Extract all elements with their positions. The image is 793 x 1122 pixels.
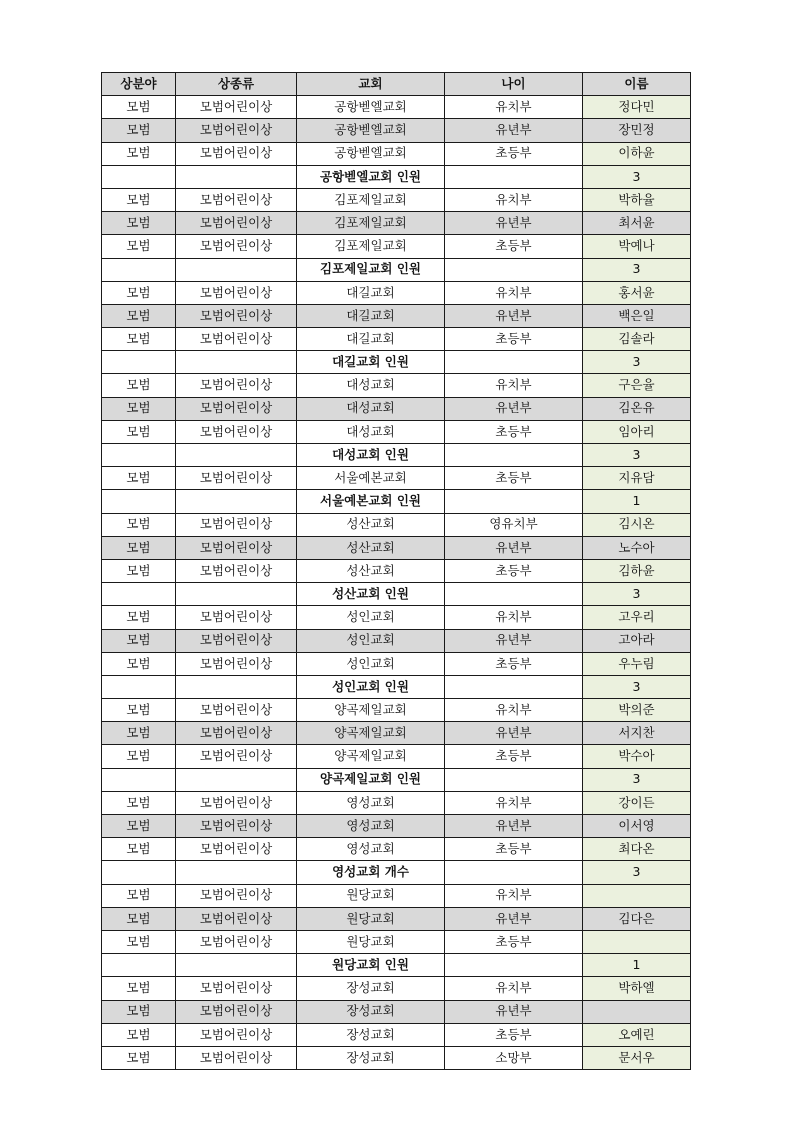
cell-award-type: 모범어린이상 bbox=[176, 652, 297, 675]
cell-name: 홍서윤 bbox=[583, 281, 691, 304]
cell-age-group: 유년부 bbox=[445, 304, 583, 327]
cell-award-type: 모범어린이상 bbox=[176, 722, 297, 745]
cell-age-group: 초등부 bbox=[445, 1023, 583, 1046]
empty-cell bbox=[102, 861, 176, 884]
subtotal-label: 양곡제일교회 인원 bbox=[297, 768, 445, 791]
empty-cell bbox=[102, 954, 176, 977]
header-name: 이름 bbox=[583, 73, 691, 96]
cell-award-category: 모범 bbox=[102, 815, 176, 838]
cell-award-category: 모범 bbox=[102, 142, 176, 165]
subtotal-row bbox=[102, 258, 691, 281]
empty-cell bbox=[176, 768, 297, 791]
table-row bbox=[102, 235, 691, 258]
cell-award-type: 모범어린이상 bbox=[176, 235, 297, 258]
cell-name: 구은율 bbox=[583, 374, 691, 397]
empty-cell bbox=[176, 954, 297, 977]
cell-name: 이하윤 bbox=[583, 142, 691, 165]
cell-church: 공항벧엘교회 bbox=[297, 119, 445, 142]
subtotal-label: 성인교회 인원 bbox=[297, 675, 445, 698]
empty-cell bbox=[445, 351, 583, 374]
cell-church: 성인교회 bbox=[297, 606, 445, 629]
cell-award-category: 모범 bbox=[102, 397, 176, 420]
empty-cell bbox=[445, 768, 583, 791]
cell-award-type: 모범어린이상 bbox=[176, 188, 297, 211]
table-row bbox=[102, 652, 691, 675]
cell-church: 장성교회 bbox=[297, 1046, 445, 1069]
cell-award-type: 모범어린이상 bbox=[176, 328, 297, 351]
award-table bbox=[101, 72, 691, 1070]
subtotal-label: 대길교회 인원 bbox=[297, 351, 445, 374]
cell-award-type: 모범어린이상 bbox=[176, 745, 297, 768]
cell-award-type: 모범어린이상 bbox=[176, 513, 297, 536]
cell-age-group: 초등부 bbox=[445, 838, 583, 861]
cell-award-type: 모범어린이상 bbox=[176, 629, 297, 652]
empty-cell bbox=[445, 675, 583, 698]
cell-age-group: 초등부 bbox=[445, 652, 583, 675]
cell-church: 영성교회 bbox=[297, 815, 445, 838]
cell-award-type: 모범어린이상 bbox=[176, 397, 297, 420]
empty-cell bbox=[102, 490, 176, 513]
empty-cell bbox=[176, 165, 297, 188]
empty-cell bbox=[445, 258, 583, 281]
table-body bbox=[102, 96, 691, 1070]
cell-age-group: 유치부 bbox=[445, 884, 583, 907]
cell-award-type: 모범어린이상 bbox=[176, 907, 297, 930]
cell-name: 김솔라 bbox=[583, 328, 691, 351]
cell-church: 대성교회 bbox=[297, 374, 445, 397]
cell-award-category: 모범 bbox=[102, 838, 176, 861]
cell-age-group: 유년부 bbox=[445, 212, 583, 235]
cell-award-type: 모범어린이상 bbox=[176, 606, 297, 629]
cell-age-group: 초등부 bbox=[445, 930, 583, 953]
subtotal-count: 3 bbox=[583, 861, 691, 884]
cell-award-type: 모범어린이상 bbox=[176, 930, 297, 953]
cell-award-category: 모범 bbox=[102, 559, 176, 582]
cell-church: 대길교회 bbox=[297, 281, 445, 304]
header-age-group: 나이 bbox=[445, 73, 583, 96]
cell-church: 원당교회 bbox=[297, 884, 445, 907]
cell-award-type: 모범어린이상 bbox=[176, 420, 297, 443]
empty-cell bbox=[176, 490, 297, 513]
table-row bbox=[102, 791, 691, 814]
cell-name: 최다온 bbox=[583, 838, 691, 861]
table-row bbox=[102, 884, 691, 907]
empty-cell bbox=[102, 675, 176, 698]
cell-award-type: 모범어린이상 bbox=[176, 699, 297, 722]
table-row bbox=[102, 606, 691, 629]
table-row bbox=[102, 119, 691, 142]
table-row bbox=[102, 722, 691, 745]
subtotal-count: 3 bbox=[583, 444, 691, 467]
cell-age-group: 유년부 bbox=[445, 397, 583, 420]
empty-cell bbox=[445, 444, 583, 467]
table-row bbox=[102, 629, 691, 652]
subtotal-row bbox=[102, 351, 691, 374]
table-row bbox=[102, 420, 691, 443]
subtotal-count: 1 bbox=[583, 954, 691, 977]
cell-name: 박하율 bbox=[583, 188, 691, 211]
subtotal-row bbox=[102, 490, 691, 513]
cell-age-group: 소망부 bbox=[445, 1046, 583, 1069]
cell-award-type: 모범어린이상 bbox=[176, 536, 297, 559]
subtotal-row bbox=[102, 444, 691, 467]
cell-church: 대길교회 bbox=[297, 304, 445, 327]
cell-award-category: 모범 bbox=[102, 304, 176, 327]
cell-award-category: 모범 bbox=[102, 745, 176, 768]
table-row bbox=[102, 281, 691, 304]
cell-church: 장성교회 bbox=[297, 1000, 445, 1023]
cell-name: 김하윤 bbox=[583, 559, 691, 582]
table-row bbox=[102, 1023, 691, 1046]
header-award-type: 상종류 bbox=[176, 73, 297, 96]
subtotal-count: 3 bbox=[583, 165, 691, 188]
cell-award-category: 모범 bbox=[102, 791, 176, 814]
cell-name bbox=[583, 1000, 691, 1023]
table-row bbox=[102, 304, 691, 327]
subtotal-row bbox=[102, 768, 691, 791]
cell-church: 영성교회 bbox=[297, 838, 445, 861]
cell-age-group: 유년부 bbox=[445, 907, 583, 930]
cell-award-type: 모범어린이상 bbox=[176, 467, 297, 490]
cell-church: 대길교회 bbox=[297, 328, 445, 351]
cell-name: 문서우 bbox=[583, 1046, 691, 1069]
table-row bbox=[102, 96, 691, 119]
table-row bbox=[102, 699, 691, 722]
cell-award-type: 모범어린이상 bbox=[176, 977, 297, 1000]
cell-name bbox=[583, 884, 691, 907]
cell-award-category: 모범 bbox=[102, 699, 176, 722]
subtotal-count: 1 bbox=[583, 490, 691, 513]
empty-cell bbox=[176, 444, 297, 467]
cell-award-category: 모범 bbox=[102, 1000, 176, 1023]
cell-name: 고아라 bbox=[583, 629, 691, 652]
subtotal-row bbox=[102, 165, 691, 188]
table-row bbox=[102, 930, 691, 953]
subtotal-label: 공항벧엘교회 인원 bbox=[297, 165, 445, 188]
cell-age-group: 유치부 bbox=[445, 606, 583, 629]
cell-name: 노수아 bbox=[583, 536, 691, 559]
table-row bbox=[102, 328, 691, 351]
cell-award-type: 모범어린이상 bbox=[176, 791, 297, 814]
cell-age-group: 유치부 bbox=[445, 188, 583, 211]
cell-name: 김시온 bbox=[583, 513, 691, 536]
cell-name: 우누림 bbox=[583, 652, 691, 675]
cell-church: 공항벧엘교회 bbox=[297, 96, 445, 119]
cell-name: 박의준 bbox=[583, 699, 691, 722]
cell-church: 성산교회 bbox=[297, 559, 445, 582]
cell-award-category: 모범 bbox=[102, 884, 176, 907]
table-row bbox=[102, 397, 691, 420]
cell-church: 영성교회 bbox=[297, 791, 445, 814]
cell-award-category: 모범 bbox=[102, 1046, 176, 1069]
table-row bbox=[102, 142, 691, 165]
cell-church: 성인교회 bbox=[297, 629, 445, 652]
table-row bbox=[102, 977, 691, 1000]
empty-cell bbox=[102, 351, 176, 374]
cell-age-group: 유치부 bbox=[445, 791, 583, 814]
cell-award-category: 모범 bbox=[102, 513, 176, 536]
cell-name: 최서윤 bbox=[583, 212, 691, 235]
cell-award-type: 모범어린이상 bbox=[176, 212, 297, 235]
cell-church: 양곡제일교회 bbox=[297, 745, 445, 768]
cell-church: 김포제일교회 bbox=[297, 212, 445, 235]
subtotal-label: 원당교회 인원 bbox=[297, 954, 445, 977]
header-award-category: 상분야 bbox=[102, 73, 176, 96]
cell-award-category: 모범 bbox=[102, 1023, 176, 1046]
empty-cell bbox=[176, 258, 297, 281]
cell-award-category: 모범 bbox=[102, 652, 176, 675]
cell-award-type: 모범어린이상 bbox=[176, 142, 297, 165]
cell-award-category: 모범 bbox=[102, 212, 176, 235]
cell-age-group: 초등부 bbox=[445, 745, 583, 768]
cell-church: 공항벧엘교회 bbox=[297, 142, 445, 165]
table-row bbox=[102, 1000, 691, 1023]
cell-age-group: 영유치부 bbox=[445, 513, 583, 536]
subtotal-row bbox=[102, 861, 691, 884]
cell-age-group: 유년부 bbox=[445, 815, 583, 838]
empty-cell bbox=[445, 861, 583, 884]
subtotal-row bbox=[102, 954, 691, 977]
empty-cell bbox=[445, 490, 583, 513]
subtotal-count: 3 bbox=[583, 675, 691, 698]
cell-name: 박하엘 bbox=[583, 977, 691, 1000]
cell-name: 박예나 bbox=[583, 235, 691, 258]
cell-award-category: 모범 bbox=[102, 281, 176, 304]
cell-name: 장민정 bbox=[583, 119, 691, 142]
cell-award-type: 모범어린이상 bbox=[176, 884, 297, 907]
empty-cell bbox=[102, 768, 176, 791]
table-row bbox=[102, 907, 691, 930]
cell-name: 서지찬 bbox=[583, 722, 691, 745]
table-row bbox=[102, 815, 691, 838]
empty-cell bbox=[102, 444, 176, 467]
cell-church: 김포제일교회 bbox=[297, 235, 445, 258]
cell-church: 김포제일교회 bbox=[297, 188, 445, 211]
cell-age-group: 초등부 bbox=[445, 328, 583, 351]
subtotal-label: 대성교회 인원 bbox=[297, 444, 445, 467]
cell-award-category: 모범 bbox=[102, 722, 176, 745]
table-row bbox=[102, 467, 691, 490]
cell-age-group: 유치부 bbox=[445, 977, 583, 1000]
cell-award-type: 모범어린이상 bbox=[176, 304, 297, 327]
cell-name: 김온유 bbox=[583, 397, 691, 420]
subtotal-label: 영성교회 개수 bbox=[297, 861, 445, 884]
empty-cell bbox=[445, 954, 583, 977]
table-row bbox=[102, 1046, 691, 1069]
table-row bbox=[102, 374, 691, 397]
cell-church: 성산교회 bbox=[297, 536, 445, 559]
table-row bbox=[102, 212, 691, 235]
cell-award-type: 모범어린이상 bbox=[176, 96, 297, 119]
cell-award-category: 모범 bbox=[102, 119, 176, 142]
header-row bbox=[102, 73, 691, 96]
cell-award-category: 모범 bbox=[102, 907, 176, 930]
cell-age-group: 초등부 bbox=[445, 235, 583, 258]
cell-church: 장성교회 bbox=[297, 977, 445, 1000]
cell-age-group: 유치부 bbox=[445, 281, 583, 304]
cell-age-group: 유치부 bbox=[445, 699, 583, 722]
cell-age-group: 유치부 bbox=[445, 96, 583, 119]
cell-church: 서울예본교회 bbox=[297, 467, 445, 490]
cell-award-type: 모범어린이상 bbox=[176, 1046, 297, 1069]
subtotal-count: 3 bbox=[583, 258, 691, 281]
cell-award-type: 모범어린이상 bbox=[176, 119, 297, 142]
subtotal-label: 김포제일교회 인원 bbox=[297, 258, 445, 281]
cell-name: 박수아 bbox=[583, 745, 691, 768]
empty-cell bbox=[102, 583, 176, 606]
cell-age-group: 초등부 bbox=[445, 142, 583, 165]
cell-church: 대성교회 bbox=[297, 397, 445, 420]
cell-church: 성인교회 bbox=[297, 652, 445, 675]
cell-age-group: 유년부 bbox=[445, 722, 583, 745]
cell-name: 오예린 bbox=[583, 1023, 691, 1046]
cell-age-group: 유년부 bbox=[445, 1000, 583, 1023]
cell-church: 성산교회 bbox=[297, 513, 445, 536]
cell-age-group: 초등부 bbox=[445, 559, 583, 582]
cell-church: 원당교회 bbox=[297, 930, 445, 953]
cell-age-group: 유치부 bbox=[445, 374, 583, 397]
cell-name: 이서영 bbox=[583, 815, 691, 838]
cell-name: 정다민 bbox=[583, 96, 691, 119]
cell-award-category: 모범 bbox=[102, 467, 176, 490]
cell-name bbox=[583, 930, 691, 953]
subtotal-count: 3 bbox=[583, 768, 691, 791]
cell-award-type: 모범어린이상 bbox=[176, 1023, 297, 1046]
cell-award-category: 모범 bbox=[102, 930, 176, 953]
empty-cell bbox=[176, 583, 297, 606]
cell-age-group: 유년부 bbox=[445, 119, 583, 142]
cell-award-type: 모범어린이상 bbox=[176, 281, 297, 304]
cell-award-category: 모범 bbox=[102, 606, 176, 629]
cell-name: 지유담 bbox=[583, 467, 691, 490]
subtotal-label: 서울예본교회 인원 bbox=[297, 490, 445, 513]
cell-church: 양곡제일교회 bbox=[297, 722, 445, 745]
subtotal-label: 성산교회 인원 bbox=[297, 583, 445, 606]
table-row bbox=[102, 188, 691, 211]
cell-award-type: 모범어린이상 bbox=[176, 559, 297, 582]
empty-cell bbox=[176, 351, 297, 374]
table-row bbox=[102, 838, 691, 861]
empty-cell bbox=[445, 583, 583, 606]
table-header bbox=[102, 73, 691, 96]
subtotal-count: 3 bbox=[583, 583, 691, 606]
cell-church: 대성교회 bbox=[297, 420, 445, 443]
empty-cell bbox=[102, 258, 176, 281]
cell-award-type: 모범어린이상 bbox=[176, 1000, 297, 1023]
subtotal-row bbox=[102, 675, 691, 698]
empty-cell bbox=[176, 675, 297, 698]
subtotal-count: 3 bbox=[583, 351, 691, 374]
cell-age-group: 유년부 bbox=[445, 629, 583, 652]
cell-name: 강이든 bbox=[583, 791, 691, 814]
cell-award-type: 모범어린이상 bbox=[176, 838, 297, 861]
cell-award-category: 모범 bbox=[102, 629, 176, 652]
cell-award-category: 모범 bbox=[102, 328, 176, 351]
cell-age-group: 초등부 bbox=[445, 420, 583, 443]
cell-award-category: 모범 bbox=[102, 536, 176, 559]
cell-church: 장성교회 bbox=[297, 1023, 445, 1046]
cell-award-category: 모범 bbox=[102, 96, 176, 119]
table-row bbox=[102, 559, 691, 582]
cell-award-category: 모범 bbox=[102, 235, 176, 258]
cell-name: 임아리 bbox=[583, 420, 691, 443]
cell-award-type: 모범어린이상 bbox=[176, 374, 297, 397]
cell-age-group: 초등부 bbox=[445, 467, 583, 490]
empty-cell bbox=[102, 165, 176, 188]
subtotal-row bbox=[102, 583, 691, 606]
cell-church: 원당교회 bbox=[297, 907, 445, 930]
empty-cell bbox=[176, 861, 297, 884]
cell-age-group: 유년부 bbox=[445, 536, 583, 559]
cell-award-category: 모범 bbox=[102, 188, 176, 211]
header-church: 교회 bbox=[297, 73, 445, 96]
cell-award-category: 모범 bbox=[102, 374, 176, 397]
cell-award-category: 모범 bbox=[102, 977, 176, 1000]
cell-name: 백은일 bbox=[583, 304, 691, 327]
cell-award-category: 모범 bbox=[102, 420, 176, 443]
empty-cell bbox=[445, 165, 583, 188]
cell-church: 양곡제일교회 bbox=[297, 699, 445, 722]
table-row bbox=[102, 745, 691, 768]
table-row bbox=[102, 536, 691, 559]
cell-award-type: 모범어린이상 bbox=[176, 815, 297, 838]
cell-name: 김다은 bbox=[583, 907, 691, 930]
cell-name: 고우리 bbox=[583, 606, 691, 629]
table-row bbox=[102, 513, 691, 536]
